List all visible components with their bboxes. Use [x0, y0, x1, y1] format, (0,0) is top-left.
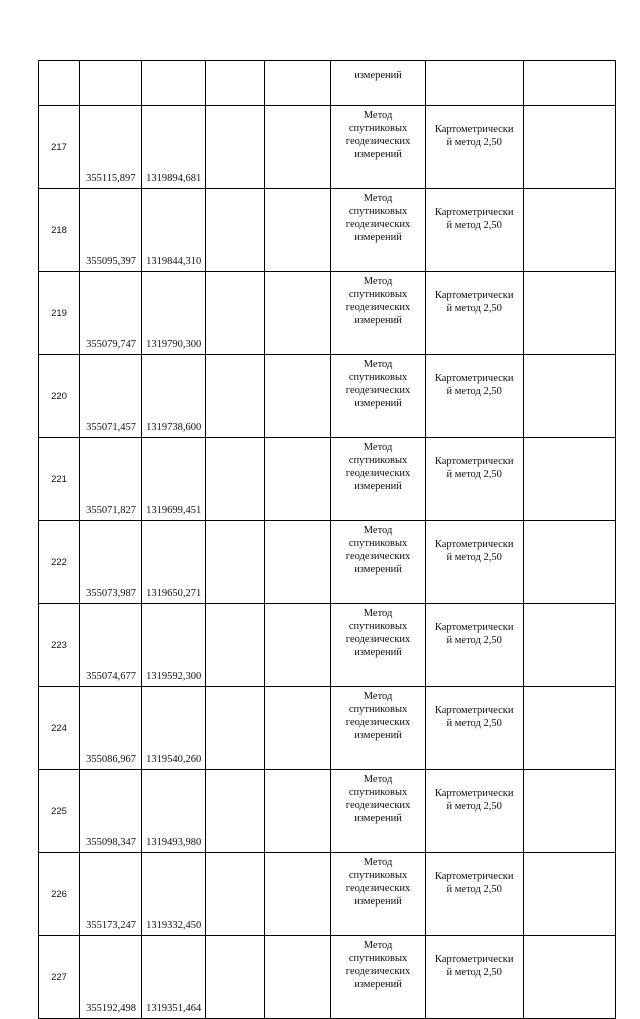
cell-empty: [523, 936, 615, 1019]
method-cell: [331, 438, 425, 521]
y-coordinate-cell: 1319844,310: [142, 189, 206, 272]
method-line: Метод: [363, 525, 393, 536]
cell-empty: [523, 438, 615, 521]
method-line: измерений: [354, 647, 402, 658]
cell-empty: [523, 604, 615, 687]
method-line: геодезических: [345, 302, 411, 313]
accuracy-line: й метод 2,50: [446, 718, 502, 729]
y-coordinate-cell: 1319493,980: [142, 770, 206, 853]
cell-empty: [206, 438, 265, 521]
x-coordinate-cell: 355071,457: [80, 355, 142, 438]
x-coordinate-cell: 355079,747: [80, 272, 142, 355]
method-line: Метод: [363, 442, 393, 453]
method-line: геодезических: [345, 219, 411, 230]
cell-empty: [265, 189, 331, 272]
method-line: геодезических: [345, 136, 411, 147]
method-line: Метод: [363, 193, 393, 204]
method-cell: [331, 355, 425, 438]
method-line: измерений: [354, 398, 402, 409]
method-line: геодезических: [345, 634, 411, 645]
cell-empty: [265, 770, 331, 853]
cell-empty: [80, 61, 142, 106]
method-line: спутниковых: [348, 289, 408, 300]
y-coordinate-cell: 1319540,260: [142, 687, 206, 770]
x-coordinate-cell: 355192,498: [80, 936, 142, 1019]
cell-empty: [523, 770, 615, 853]
cell-empty: [523, 272, 615, 355]
cell-empty: [265, 936, 331, 1019]
accuracy-line: й метод 2,50: [446, 137, 502, 148]
cell-empty: [265, 106, 331, 189]
accuracy-line: й метод 2,50: [446, 303, 502, 314]
cell-empty: [265, 438, 331, 521]
x-coordinate-cell: 355115,897: [80, 106, 142, 189]
cell-empty: [265, 521, 331, 604]
method-line: Метод: [363, 857, 393, 868]
accuracy-line: Картометрически: [434, 207, 514, 218]
cell-empty: [206, 521, 265, 604]
method-line: спутниковых: [348, 372, 408, 383]
table-row: [39, 521, 616, 604]
accuracy-cell: [425, 355, 523, 438]
y-coordinate-cell: 1319738,600: [142, 355, 206, 438]
accuracy-line: Картометрически: [434, 954, 514, 965]
x-coordinate-cell: 355098,347: [80, 770, 142, 853]
x-coordinate-cell: 355071,827: [80, 438, 142, 521]
method-line: измерений: [354, 730, 402, 741]
method-line: Метод: [363, 110, 393, 121]
point-number-cell: 217: [39, 106, 80, 189]
cell-empty: [265, 355, 331, 438]
cell-empty: [523, 61, 615, 106]
method-line: геодезических: [345, 551, 411, 562]
cell-empty: [265, 687, 331, 770]
accuracy-line: й метод 2,50: [446, 884, 502, 895]
accuracy-cell: [425, 936, 523, 1019]
method-cell: [331, 853, 425, 936]
method-line: Метод: [363, 359, 393, 370]
accuracy-line: й метод 2,50: [446, 552, 502, 563]
method-cell: [331, 189, 425, 272]
table-row: [39, 604, 616, 687]
accuracy-line: й метод 2,50: [446, 967, 502, 978]
table-row: [39, 272, 616, 355]
cell-empty: [523, 853, 615, 936]
method-line: измерений: [354, 315, 402, 326]
method-line: спутниковых: [348, 455, 408, 466]
accuracy-cell: [425, 853, 523, 936]
method-line: геодезических: [345, 800, 411, 811]
point-number-cell: 224: [39, 687, 80, 770]
method-line: спутниковых: [348, 787, 408, 798]
point-number-cell: 222: [39, 521, 80, 604]
method-line: Метод: [363, 276, 393, 287]
accuracy-line: Картометрически: [434, 124, 514, 135]
cell-empty: [206, 687, 265, 770]
point-number-cell: 225: [39, 770, 80, 853]
accuracy-cell: [425, 272, 523, 355]
method-cell: [331, 272, 425, 355]
coordinates-table: [38, 60, 616, 1019]
method-cell: [331, 936, 425, 1019]
table-row: [39, 189, 616, 272]
method-line: геодезических: [345, 883, 411, 894]
method-line: Метод: [363, 940, 393, 951]
method-cell: [331, 106, 425, 189]
cell-empty: [523, 189, 615, 272]
method-line: спутниковых: [348, 704, 408, 715]
cell-empty: [206, 61, 265, 106]
accuracy-line: Картометрически: [434, 456, 514, 467]
cell-empty: [265, 61, 331, 106]
accuracy-cell: [425, 604, 523, 687]
continuation-row: [39, 61, 616, 106]
cell-empty: [265, 853, 331, 936]
table-row: [39, 355, 616, 438]
accuracy-line: Картометрически: [434, 871, 514, 882]
table-row: [39, 106, 616, 189]
method-line: спутниковых: [348, 123, 408, 134]
accuracy-cell: [425, 687, 523, 770]
cell-empty: [206, 936, 265, 1019]
accuracy-line: й метод 2,50: [446, 635, 502, 646]
method-cell-continuation: измерений: [331, 61, 425, 106]
y-coordinate-cell: 1319894,681: [142, 106, 206, 189]
table-row: [39, 438, 616, 521]
method-line: геодезических: [345, 385, 411, 396]
cell-empty: [523, 355, 615, 438]
method-line: измерений: [354, 979, 402, 990]
accuracy-line: й метод 2,50: [446, 386, 502, 397]
table-row: [39, 687, 616, 770]
method-line: спутниковых: [348, 538, 408, 549]
method-cell: [331, 521, 425, 604]
method-line: геодезических: [345, 966, 411, 977]
cell-empty: [142, 61, 206, 106]
method-line: спутниковых: [348, 621, 408, 632]
y-coordinate-cell: 1319351,464: [142, 936, 206, 1019]
method-line: Метод: [363, 691, 393, 702]
x-coordinate-cell: 355095,397: [80, 189, 142, 272]
method-line: измерений: [354, 564, 402, 575]
point-number-cell: 219: [39, 272, 80, 355]
method-cell: [331, 770, 425, 853]
method-line: измерений: [354, 149, 402, 160]
accuracy-cell: [425, 189, 523, 272]
accuracy-cell: [425, 438, 523, 521]
cell-empty: [523, 687, 615, 770]
accuracy-line: Картометрически: [434, 290, 514, 301]
accuracy-line: Картометрически: [434, 373, 514, 384]
method-line: геодезических: [345, 468, 411, 479]
cell-empty: [39, 61, 80, 106]
cell-empty: [206, 770, 265, 853]
accuracy-cell: [425, 106, 523, 189]
cell-empty: [206, 853, 265, 936]
cell-empty: [523, 521, 615, 604]
table-row: [39, 936, 616, 1019]
accuracy-line: й метод 2,50: [446, 801, 502, 812]
method-line: спутниковых: [348, 953, 408, 964]
x-coordinate-cell: 355086,967: [80, 687, 142, 770]
x-coordinate-cell: 355173,247: [80, 853, 142, 936]
accuracy-line: й метод 2,50: [446, 469, 502, 480]
point-number-cell: 226: [39, 853, 80, 936]
cell-empty: [206, 106, 265, 189]
method-line: Метод: [363, 774, 393, 785]
cell-empty: [206, 272, 265, 355]
method-line: геодезических: [345, 717, 411, 728]
y-coordinate-cell: 1319592,300: [142, 604, 206, 687]
point-number-cell: 220: [39, 355, 80, 438]
cell-empty: [425, 61, 523, 106]
cell-empty: [206, 189, 265, 272]
method-line: измерений: [354, 232, 402, 243]
point-number-cell: 218: [39, 189, 80, 272]
cell-empty: [265, 604, 331, 687]
accuracy-line: Картометрически: [434, 788, 514, 799]
cell-empty: [265, 272, 331, 355]
y-coordinate-cell: 1319699,451: [142, 438, 206, 521]
cell-empty: [206, 355, 265, 438]
table-row: [39, 770, 616, 853]
x-coordinate-cell: 355074,677: [80, 604, 142, 687]
method-line: Метод: [363, 608, 393, 619]
point-number-cell: 227: [39, 936, 80, 1019]
y-coordinate-cell: 1319650,271: [142, 521, 206, 604]
method-line: спутниковых: [348, 206, 408, 217]
x-coordinate-cell: 355073,987: [80, 521, 142, 604]
accuracy-cell: [425, 770, 523, 853]
method-line: спутниковых: [348, 870, 408, 881]
accuracy-line: Картометрически: [434, 622, 514, 633]
y-coordinate-cell: 1319332,450: [142, 853, 206, 936]
method-cell: [331, 604, 425, 687]
accuracy-cell: [425, 521, 523, 604]
method-line: измерений: [354, 896, 402, 907]
accuracy-line: Картометрически: [434, 705, 514, 716]
method-line: измерений: [354, 481, 402, 492]
method-line: измерений: [354, 813, 402, 824]
cell-empty: [523, 106, 615, 189]
point-number-cell: 223: [39, 604, 80, 687]
accuracy-line: й метод 2,50: [446, 220, 502, 231]
y-coordinate-cell: 1319790,300: [142, 272, 206, 355]
point-number-cell: 221: [39, 438, 80, 521]
table-row: [39, 853, 616, 936]
accuracy-line: Картометрически: [434, 539, 514, 550]
method-cell: [331, 687, 425, 770]
cell-empty: [206, 604, 265, 687]
